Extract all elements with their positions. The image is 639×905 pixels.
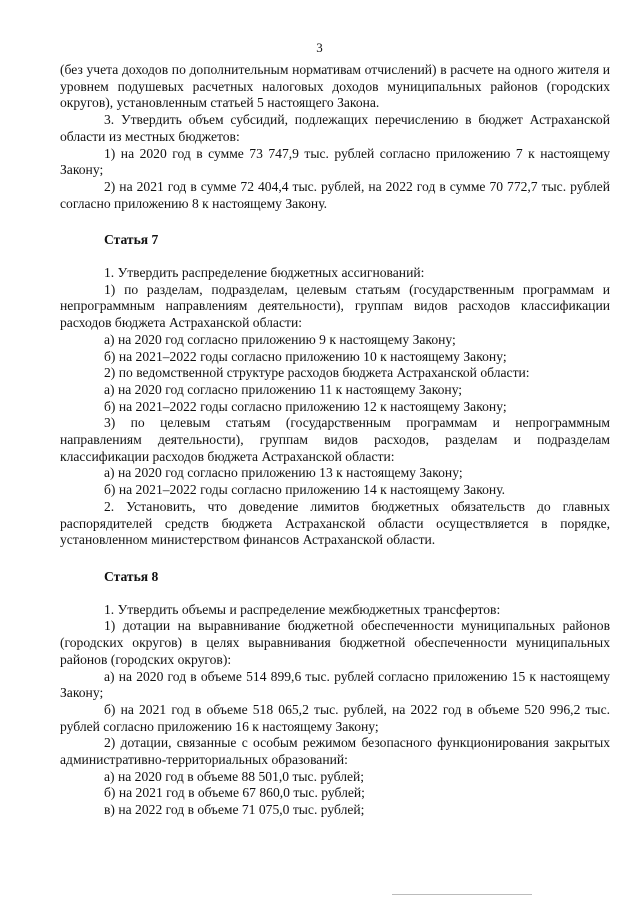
document-body <box>60 62 610 819</box>
spacer <box>60 212 610 232</box>
paragraph: а) на 2020 год в объеме 514 899,6 тыс. рублей согласно приложению 15 к настоящему Закону; <box>60 668 610 701</box>
paragraph: б) на 2021–2022 годы согласно приложению 10 к настоящему Закону; <box>104 348 507 364</box>
paragraph: б) на 2021 год в объеме 67 860,0 тыс. рублей; <box>104 785 365 801</box>
paragraph: 1. Утвердить распределение бюджетных ассигнований: <box>104 265 425 281</box>
paragraph: 1) дотации на выравнивание бюджетной обеспеченности муниципальных районов (городских округов) в целях выравнивания бюджетной обеспеченности муниципальных районов (городских округов): <box>60 618 610 667</box>
paragraph: б) на 2021–2022 годы согласно приложению 12 к настоящему Закону; <box>104 398 507 414</box>
paragraph: 2) дотации, связанные с особым режимом безопасного функционирования закрытых административно-территориальных образований: <box>60 735 610 768</box>
paragraph: а) на 2020 год согласно приложению 13 к настоящему Закону; <box>104 465 463 481</box>
paragraph: 1. Утвердить объемы и распределение межбюджетных трансфертов: <box>104 601 501 617</box>
scan-artifact-line <box>392 894 532 895</box>
article-heading: Статья 7 <box>104 232 159 248</box>
paragraph: 2) на 2021 год в сумме 72 404,4 тыс. рублей, на 2022 год в сумме 70 772,7 тыс. рублей согласно приложению 8 к настоящему Закону. <box>60 178 610 211</box>
spacer <box>60 549 610 569</box>
paragraph: 2. Установить, что доведение лимитов бюджетных обязательств до главных распорядителей средств бюджета Астраханской области осуществляется в порядке, установленном министерством финансов Астраханской области. <box>60 498 610 548</box>
paragraph: 3) по целевым статьям (государственным программам и непрограммным направлениям деятельности), группам видов расходов, разделам и подразделам классификации расходов бюджета Астраханской области: <box>60 415 610 464</box>
article-heading: Статья 8 <box>104 568 159 584</box>
paragraph: б) на 2021–2022 годы согласно приложению 14 к настоящему Закону. <box>104 482 506 498</box>
paragraph: а) на 2020 год в объеме 88 501,0 тыс. рублей; <box>104 768 365 784</box>
paragraph: в) на 2022 год в объеме 71 075,0 тыс. рублей; <box>104 802 365 818</box>
paragraph: 3. Утвердить объем субсидий, подлежащих перечислению в бюджет Астраханской области из местных бюджетов: <box>60 112 610 144</box>
paragraph: а) на 2020 год согласно приложению 9 к настоящему Закону; <box>104 331 456 347</box>
paragraph: 1) на 2020 год в сумме 73 747,9 тыс. рублей согласно приложению 7 к настоящему Закону; <box>60 145 610 178</box>
spacer <box>60 586 610 602</box>
paragraph: (без учета доходов по дополнительным нормативам отчислений) в расчете на одного жителя и уровнем подушевых расчетных налоговых доходов муниципальных районов (городских округов), установленным статьей 5 настоящего Закона. <box>60 62 610 111</box>
paragraph: 1) по разделам, подразделам, целевым статьям (государственным программам и непрограммным направлениям деятельности), группам видов расходов классификации расходов бюджета Астраханской области: <box>60 281 610 331</box>
page-number: 3 <box>316 40 323 55</box>
spacer <box>60 249 610 265</box>
paragraph: а) на 2020 год согласно приложению 11 к настоящему Закону; <box>104 381 463 397</box>
paragraph: 2) по ведомственной структуре расходов бюджета Астраханской области: <box>104 365 530 381</box>
paragraph: б) на 2021 год в объеме 518 065,2 тыс. рублей, на 2022 год в объеме 520 996,2 тыс. рублей согласно приложению 16 к настоящему Закону; <box>60 701 610 734</box>
